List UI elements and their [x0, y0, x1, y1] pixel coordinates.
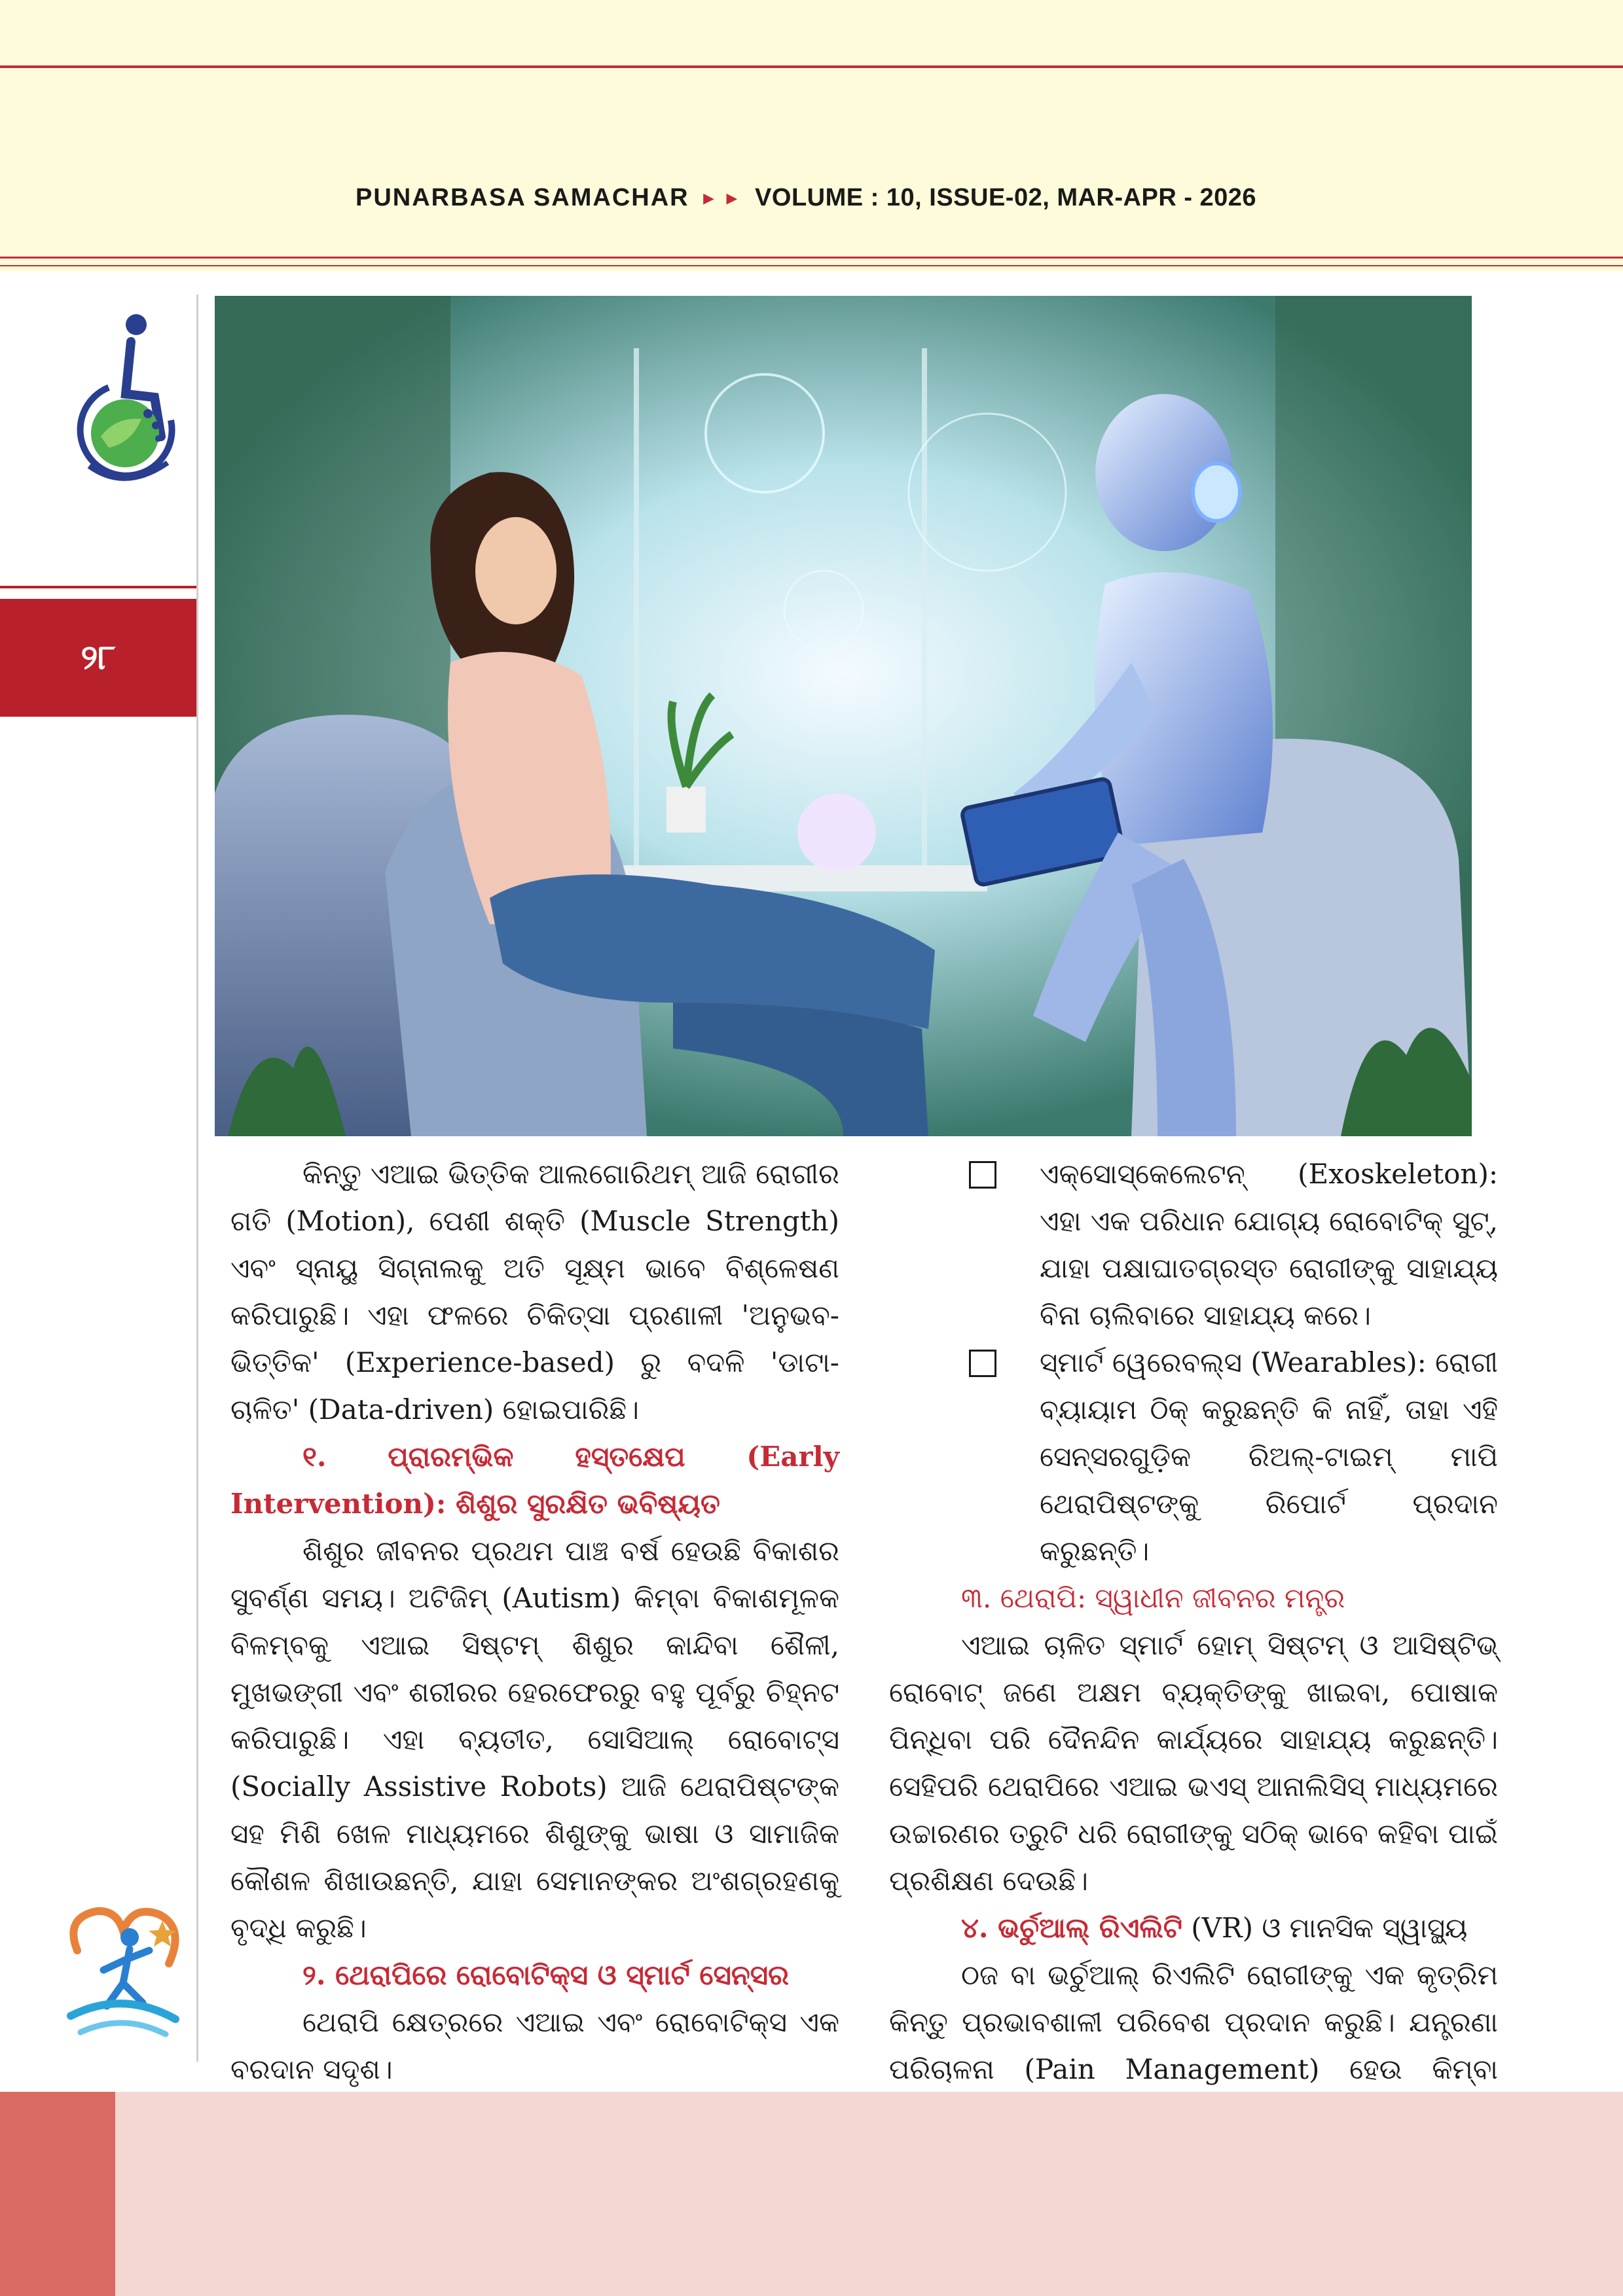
- header-rule: [0, 65, 1623, 68]
- bullet-text: ଏକ୍ସୋସ୍କେଲେଟନ୍ (Exoskeleton): ଏହା ଏକ ପରିଧାନ ଯୋଗ୍ୟ ରୋବୋଟିକ୍ ସୁଟ୍, ଯାହା ପକ୍ଷାଘାତଗ୍ରସ୍ତ ରୋଗୀଙ୍କୁ ସାହାଯ୍ୟ ବିନା ଚାଲିବାରେ ସାହାଯ୍ୟ କରେ।: [1040, 1158, 1498, 1331]
- footer-band: [0, 2092, 1623, 2296]
- volume-info: VOLUME : 10, ISSUE-02, MAR-APR - 2026: [755, 183, 1257, 211]
- bullet-item: [889, 1151, 1498, 1339]
- section-heading: ୧. ପ୍ରାରମ୍ଭିକ ହସ୍ତକ୍ଷେପ (Early Intervention): ଶିଶୁର ସୁରକ୍ଷିତ ଭବିଷ୍ୟତ: [230, 1441, 839, 1520]
- section-heading-label: ୪. ଭର୍ଚୁଆଲ୍ ରିଏଲିଟି: [961, 1912, 1182, 1944]
- bullet-item: [889, 1339, 1498, 1575]
- section-heading: [889, 1905, 1498, 1952]
- arrow-icon: ▸ ▸: [703, 187, 741, 209]
- paragraph: ଶିଶୁର ଜୀବନର ପ୍ରଥମ ପାଞ୍ଚ ବର୍ଷ ହେଉଛି ବିକାଶର ସୁବର୍ଣ୍ଣ ସମୟ। ଅଟିଜିମ୍ (Autism) କିମ୍ବା ବିକାଶମୂଳକ ବିଳମ୍ବକୁ ଏଆଇ ସିଷ୍ଟମ୍ ଶିଶୁର କାନ୍ଦିବା ଶୈଳୀ, ମୁଖଭଙ୍ଗୀ ଏବଂ ଶରୀରର ହେରଫେରରୁ ବହୁ ପୂର୍ବରୁ ଚିହ୍ନଟ କରିପାରୁଛି। ଏହା ବ୍ୟତୀତ, ସୋସିଆଲ୍ ରୋବୋଟ୍ସ (Socially Assistive Robots) ଆଜି ଥେରାପିଷ୍ଟଙ୍କ ସହ ମିଶି ଖେଳ ମାଧ୍ୟମରେ ଶିଶୁଙ୍କୁ ଭାଷା ଓ ସାମାଜିକ କୌଶଳ ଶିଖାଉଛନ୍ତି, ଯାହା ସେମାନଙ୍କର ଅଂଶଗ୍ରହଣକୁ ବୃଦ୍ଧି କରୁଛି।: [230, 1535, 839, 1944]
- wheelchair-user-icon: [63, 302, 187, 499]
- paragraph: କିନ୍ତୁ ଏଆଇ ଭିତ୍ତିକ ଆଲଗୋରିଥମ୍ ଆଜି ରୋଗୀର ଗତି (Motion), ପେଶୀ ଶକ୍ତି (Muscle Strength) ଏବଂ ସ୍ନାୟୁ ସିଗ୍ନାଲକୁ ଅତି ସୂକ୍ଷ୍ମ ଭାବେ ବିଶ୍ଳେଷଣ କରିପାରୁଛି। ଏହା ଫଳରେ ଚିକିତ୍ସା ପ୍ରଣାଳୀ 'ଅନୁଭବ-ଭିତ୍ତିକ' (Experience-based) ରୁ ବଦଳି 'ଡାଟା-ଚାଳିତ' (Data-driven) ହୋଇପାରିଛି।: [230, 1158, 839, 1426]
- paragraph: ଏଆଇ ଚାଳିତ ସ୍ମାର୍ଟ ହୋମ୍ ସିଷ୍ଟମ୍ ଓ ଆସିଷ୍ଟିଭ୍ ରୋବୋଟ୍ ଜଣେ ଅକ୍ଷମ ବ୍ୟକ୍ତିଙ୍କୁ ଖାଇବା, ପୋଷାକ ପିନ୍ଧିବା ପରି ଦୈନନ୍ଦିନ କାର୍ଯ୍ୟରେ ସାହାଯ୍ୟ କରୁଛନ୍ତି। ସେହିପରି ଥେରାପିରେ ଏଆଇ ଭଏସ୍ ଆନାଲିସିସ୍ ମାଧ୍ୟମରେ ଉଚ୍ଚାରଣର ତ୍ରୁଟି ଧରି ରୋଗୀଙ୍କୁ ସଠିକ୍ ଭାବେ କହିବା ପାଇଁ ପ୍ରଶିକ୍ଷଣ ଦେଉଛି।: [889, 1629, 1498, 1897]
- section-heading: ୩. ଥେରାପି: ସ୍ୱାଧୀନ ଜୀବନର ମନ୍ତ୍ର: [961, 1582, 1345, 1614]
- publication-name: PUNARBASA SAMACHAR: [356, 183, 689, 211]
- masthead: [356, 178, 1256, 217]
- page-tab-rule: [0, 586, 196, 588]
- right-column: [889, 1151, 1498, 2187]
- page-number: ୨୮: [0, 599, 196, 717]
- footer-block: [0, 2092, 115, 2296]
- paragraph: ଠଜ ବା ଭର୍ଚୁଆଲ୍ ରିଏଲିଟି ରୋଗୀଙ୍କୁ ଏକ କୃତ୍ରିମ କିନ୍ତୁ ପ୍ରଭାବଶାଳୀ ପରିବେଶ ପ୍ରଦାନ କରୁଛି। ଯନ୍ତ୍ରଣା ପରିଚାଳନା (Pain Management) ହେଉ କିମ୍ବା: [889, 1959, 1498, 2085]
- checkbox-icon: [969, 1161, 996, 1189]
- section-heading-rest: (VR) ଓ ମାନସିକ ସ୍ୱାସ୍ଥ୍ୟ: [1191, 1912, 1468, 1944]
- rehab-figure-icon: [51, 1892, 195, 2049]
- left-divider: [196, 295, 198, 2062]
- section-heading: ୨. ଥେରାପିରେ ରୋବୋଟିକ୍ସ ଓ ସ୍ମାର୍ଟ ସେନ୍ସର: [302, 1959, 790, 1991]
- header-rule: [0, 265, 1623, 266]
- checkbox-icon: [969, 1350, 996, 1377]
- header-band: [0, 0, 1623, 272]
- ai-therapy-illustration: [215, 296, 1472, 1136]
- left-column: [230, 1151, 839, 2093]
- paragraph: ଥେରାପି କ୍ଷେତ୍ରରେ ଏଆଇ ଏବଂ ରୋବୋଟିକ୍ସ ଏକ ବରଦାନ ସଦୃଶ।: [230, 2006, 839, 2085]
- header-rule: [0, 257, 1623, 259]
- bullet-text: ସ୍ମାର୍ଟ ୱେରେବଲ୍ସ (Wearables): ରୋଗୀ ବ୍ୟାୟାମ ଠିକ୍ କରୁଛନ୍ତି କି ନାହିଁ, ତାହା ଏହି ସେନ୍ସରଗୁଡ଼ିକ ରିଅଲ୍-ଟାଇମ୍ ମାପି ଥେରାପିଷ୍ଟଙ୍କୁ ରିପୋର୍ଟ ପ୍ରଦାନ କରୁଛନ୍ତି।: [1040, 1346, 1498, 1567]
